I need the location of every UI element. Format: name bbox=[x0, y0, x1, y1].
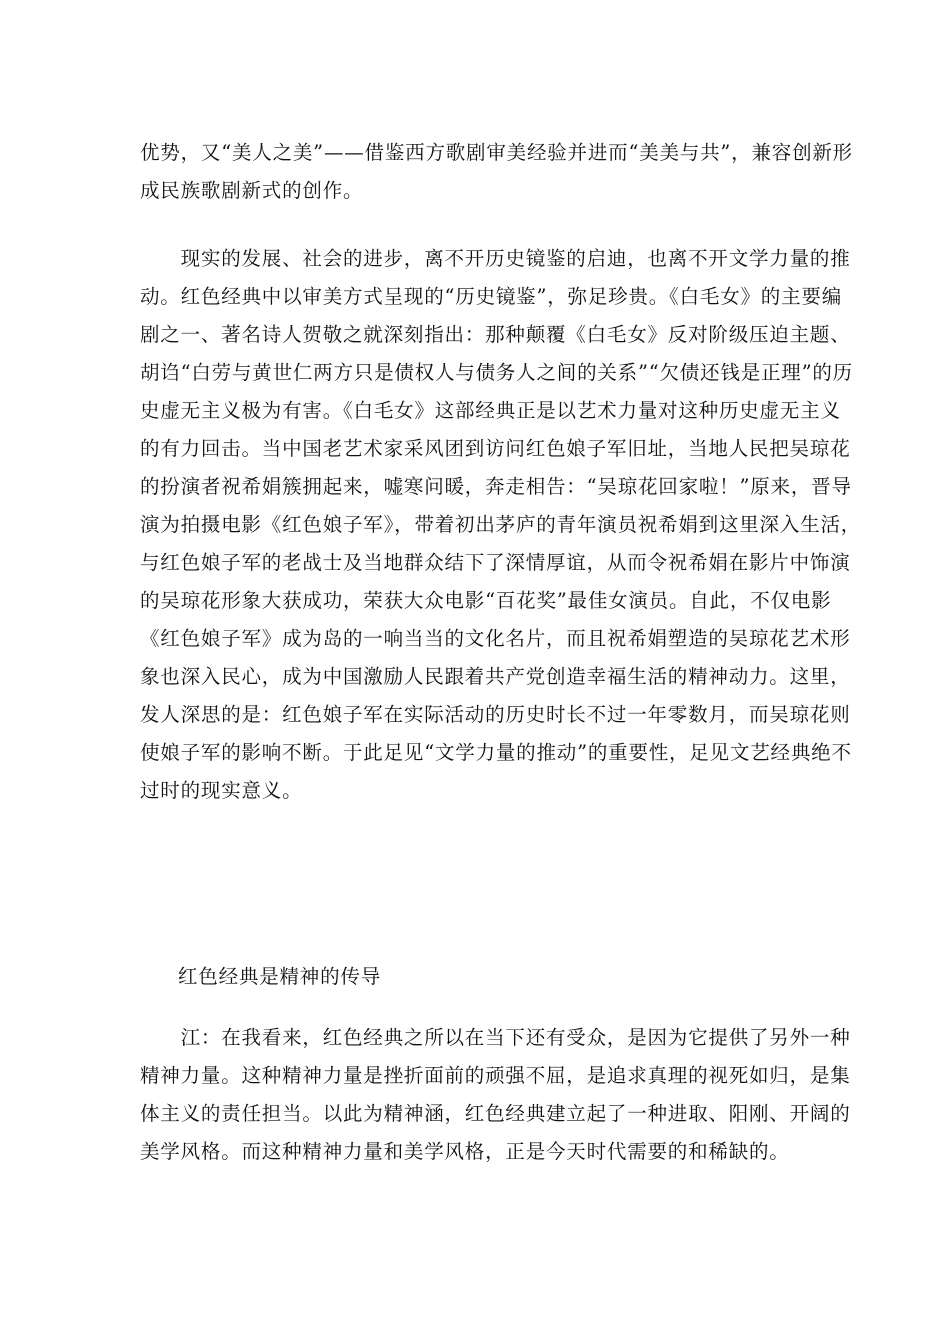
text-line: 史虚无主义极为有害。《白毛女》这部经典正是以艺术力量对这种历史虚无主义 bbox=[140, 399, 841, 422]
section-heading: 红色经典是精神的传导 bbox=[178, 965, 382, 988]
paragraph-2 bbox=[140, 240, 862, 810]
paragraph-3 bbox=[140, 1019, 851, 1171]
text-line: 美学风格。而这种精神力量和美学风格，正是今天时代需要的和稀缺的。 bbox=[140, 1140, 790, 1163]
text-line: 江：在我看来，红色经典之所以在当下还有受众，是因为它提供了另外一种 bbox=[140, 1026, 851, 1049]
text-line: 优势，又“美人之美”——借鉴西方歌剧审美经验并进而“美美与共”，兼容创新形 bbox=[140, 141, 853, 164]
text-line: 使娘子军的影响不断。于此足见“文学力量的推动”的重要性，足见文艺经典绝不 bbox=[140, 741, 852, 764]
text-line: 现实的发展、社会的进步，离不开历史镜鉴的启迪，也离不开文学力量的推 bbox=[140, 247, 851, 270]
text-line: 体主义的责任担当。以此为精神涵，红色经典建立起了一种进取、阳刚、开阔的 bbox=[140, 1102, 851, 1125]
text-line: 过时的现实意义。 bbox=[140, 779, 303, 802]
text-line: 剧之一、著名诗人贺敬之就深刻指出：那种颠覆《白毛女》反对阶级压迫主题、 bbox=[140, 323, 851, 346]
text-line: 胡诌“白劳与黄世仁两方只是债权人与债务人之间的关系”“欠债还钱是正理”的历 bbox=[140, 361, 853, 384]
text-line: 象也深入民心，成为中国激励人民跟着共产党创造幸福生活的精神动力。这里， bbox=[140, 665, 851, 688]
text-line: 发人深思的是：红色娘子军在实际活动的历史时长不过一年零数月，而吴琼花则 bbox=[140, 703, 851, 726]
text-line: 精神力量。这种精神力量是挫折面前的顽强不屈，是追求真理的视死如归，是集 bbox=[140, 1064, 851, 1087]
text-line: 《红色娘子军》成为岛的一响当当的文化名片，而且祝希娟塑造的吴琼花艺术形 bbox=[140, 627, 851, 650]
text-line: 演为拍摄电影《红色娘子军》，带着初出茅庐的青年演员祝希娟到这里深入生活， bbox=[140, 513, 862, 536]
text-line: 的有力回击。当中国老艺术家采风团到访问红色娘子军旧址，当地人民把吴琼花 bbox=[140, 437, 851, 460]
text-line: 成民族歌剧新式的创作。 bbox=[140, 179, 364, 202]
paragraph-1 bbox=[140, 134, 853, 210]
text-line: 的吴琼花形象大获成功，荣获大众电影“百花奖”最佳女演员。自此，不仅电影 bbox=[140, 589, 832, 612]
text-line: 的扮演者祝希娟簇拥起来，嘘寒问暖，奔走相告：“吴琼花回家啦！”原来，晋导 bbox=[140, 475, 852, 498]
text-line: 与红色娘子军的老战士及当地群众结下了深情厚谊，从而令祝希娟在影片中饰演 bbox=[140, 551, 851, 574]
text-line: 动。红色经典中以审美方式呈现的“历史镜鉴”，弥足珍贵。《白毛女》的主要编 bbox=[140, 285, 842, 308]
